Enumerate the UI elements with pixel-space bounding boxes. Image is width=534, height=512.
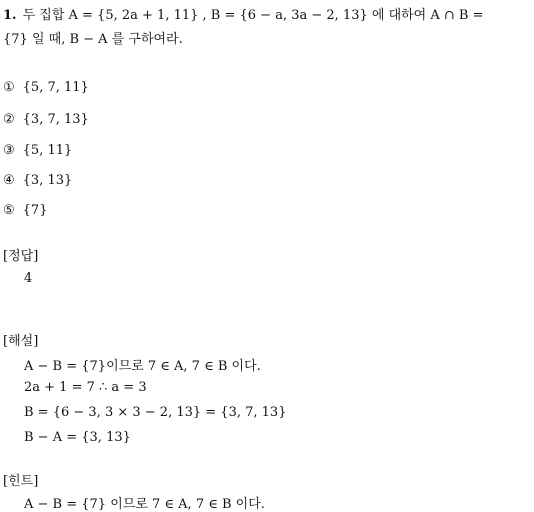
option-mark: ③ xyxy=(3,143,15,158)
option-text: {3, 7, 13} xyxy=(22,112,89,127)
option-2[interactable] xyxy=(3,112,89,127)
option-1[interactable] xyxy=(3,80,89,95)
hint-line: A − B = {7} 이므로 7 ∈ A, 7 ∈ B 이다. xyxy=(24,497,265,512)
question-line-2: {7} 일 때, B − A 를 구하여라. xyxy=(3,32,183,47)
explanation-line-1: A − B = {7}이므로 7 ∈ A, 7 ∈ B 이다. xyxy=(24,359,261,374)
option-text: {5, 11} xyxy=(22,143,73,158)
option-mark: ① xyxy=(3,80,15,95)
question-number: 1. xyxy=(3,8,17,23)
option-mark: ④ xyxy=(3,173,15,188)
option-5[interactable] xyxy=(3,203,47,218)
option-text: {7} xyxy=(22,203,48,218)
option-text: {5, 7, 11} xyxy=(22,80,89,95)
answer-heading: [정답] xyxy=(3,249,39,264)
option-mark: ⑤ xyxy=(3,203,15,218)
answer-value: 4 xyxy=(24,271,33,286)
option-text: {3, 13} xyxy=(22,173,73,188)
option-3[interactable] xyxy=(3,143,72,158)
question-text-1: 두 집합 A = {5, 2a + 1, 11} , B = {6 − a, 3a − 2, 13} 에 대하여 A ∩ B = xyxy=(22,8,484,23)
explanation-line-3: B = {6 − 3, 3 × 3 − 2, 13} = {3, 7, 13} xyxy=(24,405,287,420)
option-mark: ② xyxy=(3,112,15,127)
explanation-line-4: B − A = {3, 13} xyxy=(24,430,131,445)
hint-heading: [힌트] xyxy=(3,474,39,489)
question-line-1 xyxy=(3,4,484,23)
explanation-line-2: 2a + 1 = 7 ∴ a = 3 xyxy=(24,380,147,395)
explanation-heading: [해설] xyxy=(3,334,39,349)
option-4[interactable] xyxy=(3,173,72,188)
